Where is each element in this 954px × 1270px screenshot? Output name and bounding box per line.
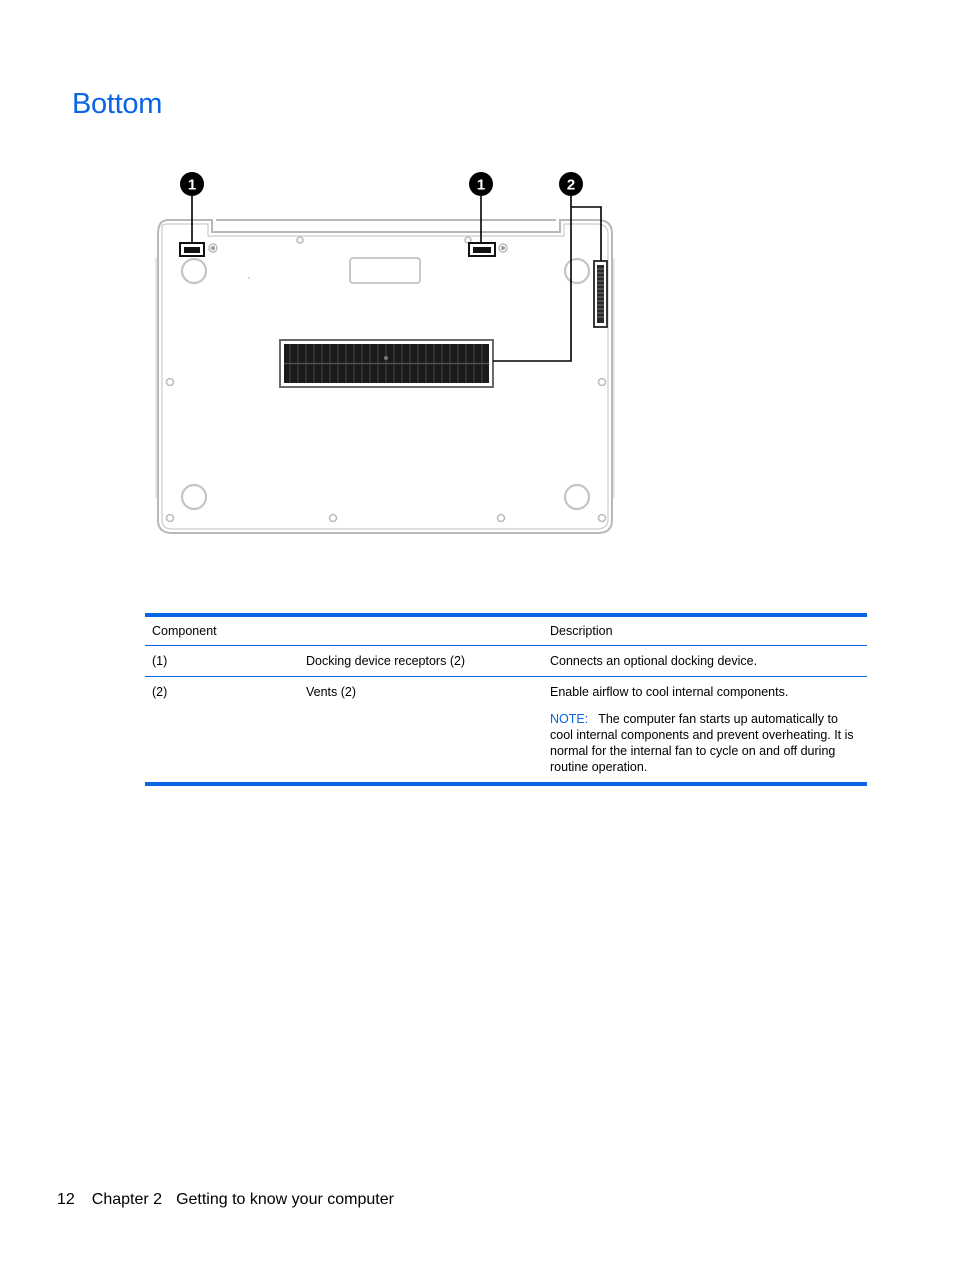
page-number: 12 <box>57 1191 75 1208</box>
callout-2 <box>559 172 583 196</box>
table-row <box>145 677 867 785</box>
page-footer <box>57 1191 394 1209</box>
vent-side <box>594 261 607 327</box>
table-header-row <box>145 615 867 646</box>
docking-receptor <box>469 243 495 256</box>
note-block <box>550 711 860 775</box>
cell-name: Vents (2) <box>306 685 357 699</box>
cell-component: (2) <box>152 685 168 699</box>
cell-description: Connects an optional docking device. <box>543 646 867 677</box>
cell-description-with-note <box>543 677 867 785</box>
chapter-label: Chapter 2 <box>91 1191 163 1208</box>
docking-receptor <box>180 243 204 256</box>
vent-main <box>280 340 493 387</box>
callout-number: 2 <box>566 176 576 194</box>
note-text: The computer fan starts up automatically to cool internal components and prevent overheating. It is normal for the internal fan to cycle on and off during routine operation. <box>550 712 854 774</box>
header-description: Description <box>543 615 867 646</box>
cell-description: Enable airflow to cool internal components. <box>550 685 789 699</box>
laptop-bottom-illustration <box>150 168 620 540</box>
callout-number: 1 <box>476 176 486 194</box>
callout-1-left <box>180 172 204 196</box>
page-title: Bottom <box>72 88 163 120</box>
table-row <box>145 646 867 677</box>
callout-1-right <box>469 172 493 196</box>
note-label: NOTE: <box>550 712 589 726</box>
component-table <box>145 613 867 786</box>
cell-component: (1) <box>145 646 299 677</box>
chapter-title: Getting to know your computer <box>176 1191 394 1208</box>
header-component: Component <box>145 615 299 646</box>
header-name <box>299 615 543 646</box>
callout-number: 1 <box>187 176 197 194</box>
cell-name: Docking device receptors (2) <box>299 646 543 677</box>
